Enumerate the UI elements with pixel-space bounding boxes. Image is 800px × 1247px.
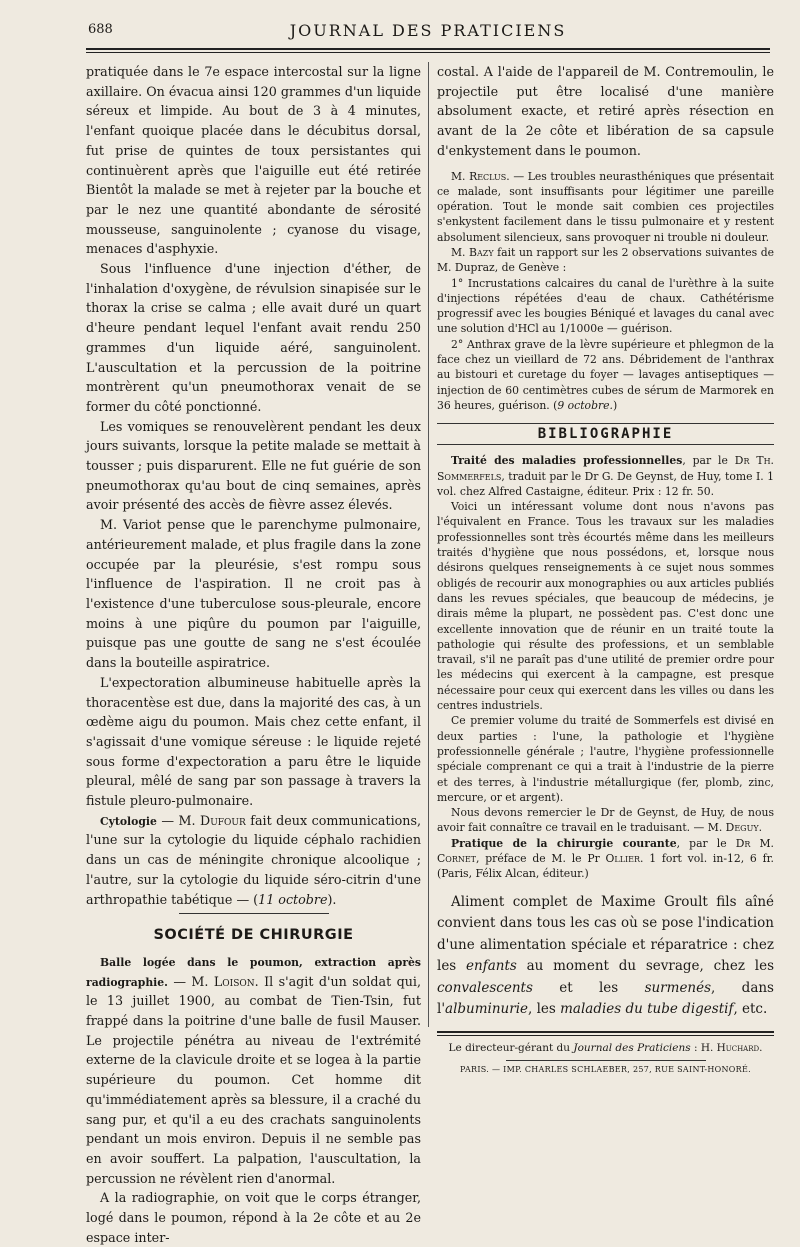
text-fragment: , les [528,1001,561,1018]
header-rule [86,48,770,50]
text-fragment: et les [532,979,645,996]
paragraph: pratiquée dans le 7e espace intercostal sur la ligne axillaire. On évacua ainsi 120 grammes d'un liquide séreux et limpide. Au bout de 3 à 4 minutes, l'enfant quoique placée dans le décubitus dorsal, fut prise de quintes de toux persistantes qui continuèrent après que l'aiguille eut été retirée Bientôt la malade se met à rejeter par la bouche et par le nez une quantité abondante de sérosité mousseuse, sanguinolente ; cyanose du visage, menaces d'asphyxie. [86,64,421,257]
paragraph-text: 2° Anthrax grave de la lèvre supérieure et phlegmon de la face chez un vieillard de 72 ans. Débridement de l'anthrax au bistouri et curetage du foyer — lavages antiseptiques — injection de 60 centimètres cubes de sérum de Marmorek en 36 heures, guérison. ( [437,337,774,412]
reports-block [437,169,774,414]
author-name: Dr M. Cornet [437,836,774,865]
journal-name: Journal des Praticiens [573,1041,691,1054]
text-fragment: albuminurie [445,1001,529,1018]
paragraph: Les vomiques se renouvelèrent pendant les deux jours suivants, lorsque la petite malade se mettait à tousser ; puis disparurent. Elle ne fut guérie de son pneumothorax qu'au bout de cinq semaines, après avoir présenté des accès de fièvre assez élevés. [86,418,421,513]
paragraph-text: Il s'agit d'un soldat qui, le 13 juillet 1900, au combat de Tien-Tsin, fut frappé dans la poitrine d'une balle de fusil Mauser. Le projectile pénétra au niveau de l'extrémité externe de la clavicule droite et se logea à la partie supérieure du poumon. Cet homme dit qu'immédiatement après sa blessure, il a craché du sang pur, et qu'il a eu des crachats sanguinolents pendant un mois environ. Depuis il ne semble pas en avoir souffert. La palpation, l'auscultation, la percussion ne révèlent rien d'anormal. [86,973,422,1186]
text-fragment: Aliment complet de Maxime Groult fils aîné convient dans tous les cas où se pose l'indication d'une alimentation spéciale et réparatrice : chez les [437,893,774,975]
text-fragment: surmenés [644,979,712,996]
text-fragment: , par le [682,454,735,468]
text-fragment: Le directeur-gérant du [448,1041,574,1054]
bibliography-banner [437,423,774,445]
paragraph-text: , traduit par le Dr G. De Geynst, de Huy, tome I. 1 vol. chez Alfred Castaigne, éditeur. Prix : 12 fr. 50. [437,469,774,498]
footer-rule-thin [437,1035,774,1036]
journal-title: JOURNAL DES PRATICIENS [289,21,567,40]
page-number: 688 [88,22,113,37]
author-name: M. Deguy. [707,821,763,835]
date: 11 octobre [258,891,328,907]
paragraph-anthrax [437,337,774,413]
director-line [437,1042,774,1054]
left-column [86,62,421,1247]
bibliography-block [437,453,774,881]
advertisement-text [437,892,774,1021]
paragraph-signoff [437,805,774,836]
book-entry [437,836,774,882]
printer-imprint: PARIS. — IMP. CHARLES SCHLAEBER, 257, RUE SAINT-HONORÉ. [460,1064,751,1074]
director-name: : H. Huchard. [690,1041,763,1054]
column-separator [428,62,429,1027]
text-fragment: maladies du tube digestif [560,1001,734,1018]
paragraph-text: fait deux communications, l'une sur la cytologie du liquide céphalo rachidien dans un cas de méningite chronique alcoolique ; l'autre, sur la cytologie du liquide séro-citrin d'une arthropathie tabétique — ( [86,812,421,907]
advertisement [437,892,774,1021]
entry-heading: Cytologie [100,814,157,828]
paragraph-text: Nous devons remercier le Dr de Geynst, de Huy, de nous avoir fait connaître ce travail en le traduisant. — [437,806,774,835]
banner-rule [437,444,774,445]
text-fragment: enfants [466,958,517,975]
footer-rule [437,1031,774,1033]
date: 9 octobre. [557,398,613,412]
author-name: M. Reclus. [451,169,510,183]
text-fragment: , préface de M. le Pr [476,851,606,865]
author-name: Loison. [213,973,259,989]
paragraph: costal. A l'aide de l'appareil de M. Contremoulin, le projectile put être localisé d'une manière absolument exacte, et retiré après résection en avant de la 2e côte et libération de sa capsule d'enkystement dans le poumon. [437,64,774,158]
paragraph: M. Variot pense que le parenchyme pulmonaire, antérieurement malade, et plus fragile dans la zone occupée par la pleurésie, s'est rompu sous l'influence de l'aspiration. Il ne croit pas à l'existence d'une tuberculose sous-pleurale, encore moins à une piqûre du poumon par l'aiguille, puisque pas une goutte de sang ne s'est écoulée dans la bouteille aspiratrice. [86,517,421,671]
book-title: Traité des maladies professionnelles [451,454,683,468]
author-name: Ollier. [605,851,644,865]
author-name: M. Bazy [451,246,494,259]
paragraph: A la radiographie, on voit que le corps étranger, logé dans le poumon, répond à la 2e côte et au 2e espace inter- [86,1190,421,1245]
text-fragment: , dans l' [437,979,774,1018]
right-column [437,62,774,1074]
paragraph: Ce premier volume du traité de Sommerfels est divisé en deux parties : l'une, la pathologie et l'hygiène professionnelle générale ; l'autre, l'hygiène professionnelle spéciale comprenant ce qui a trait à l'industrie de la pierre et des terres, à l'industrie métallurgique (fer, plomb, zinc, mercure, or et argent). [437,714,774,804]
paragraph: Sous l'influence d'une injection d'éther, de l'inhalation d'oxygène, de révulsion sinapisée sur le thorax la crise se calma ; elle avait duré un quart d'heure pendant lequel l'enfant avait rendu 250 grammes d'un liquide aéré, sanguinolent. L'auscultation et la percussion de la poitrine montrèrent qu'un pneumothorax venait de se former du côté ponctionné. [86,261,421,414]
text-fragment: , etc. [733,1001,768,1018]
paragraph: 1° Incrustations calcaires du canal de l'urèthre à la suite d'injections répétées d'eau de chaux. Cathétérisme progressif avec les bougies Béniqué et lavages du canal avec une solution d'HCl au 1/1000e — guérison. [437,276,774,336]
paragraph-reclus [437,169,774,245]
paragraph: Voici un intéressant volume dont nous n'avons pas l'équivalent en France. Tous les travaux sur les maladies professionnelles sont très écourtés même dans les meilleurs traités d'hygiène que nous possédons, et, lorsque nous désirons quelques renseignements à ce sujet nous sommes obligés de recourir aux monographies ou aux articles publiés dans les revues spéciales, que beaucoup de médecins, je dirais même la plupart, ne possèdent pas. C'est donc une excellente innovation que de réunir en un traité toute la pathologie qui résulte des professions, et un semblable travail, s'il ne paraît pas d'une utilité de premier ordre pour les médecins qui exercent à la campagne, est presque nécessaire pour ceux qui exercent dans les villes ou dans les centres industriels. [437,500,774,713]
paren-close: ) [612,398,618,412]
banner-rule [437,423,774,424]
section-divider [179,913,329,914]
author-name: Dr Th. Sommerfels [437,454,774,483]
paragraph-text: fait un rapport sur les 2 observations suivantes de M. Dupraz, de Genève : [437,246,774,275]
section-title: SOCIÉTÉ DE CHIRURGIE [153,927,354,944]
bibliography-title: BIBLIOGRAPHIE [537,426,674,443]
book-entry [437,453,774,499]
paragraph-text: — Les troubles neurasthéniques que présentait ce malade, sont insuffisants pour légitimer une pareille opération. Tout le monde sait combien ces projectiles s'enkystent facilement dans le tissu pulmonaire et y restent absolument silencieux, sans provoquer ni trouble ni douleur. [437,169,774,244]
book-title: Pratique de la chirurgie courante [451,836,677,850]
paragraph-bazy [437,245,774,276]
text-fragment: convalescents [437,979,533,996]
text-fragment: , par le [676,836,736,850]
footer-divider [506,1060,706,1061]
paragraph-balle: Balle logée dans le poumon, extraction après radiographie. — M. Loison. Il s'agit d'un soldat qui, le 13 juillet 1900, au combat de Tien-Tsin, fut frappé dans la poitrine d'une balle de fusil Mauser. Le projectile pénétra au niveau de l'extrémité externe de la clavicule droite et se logea à la partie supérieure du poumon. Cet homme dit qu'immédiatement après sa blessure, il a craché du sang pur, et qu'il a eu des crachats sanguinolents pendant un mois environ. Depuis il ne semble pas en avoir souffert. La palpation, l'auscultation, la percussion ne révèlent rien d'anormal. [86,955,422,1186]
page-header [88,18,768,44]
header-rule-thin [86,52,770,53]
paragraph: L'expectoration albumineuse habituelle après la thoracentèse est due, dans la majorité des cas, à un œdème aigu du poumon. Mais chez cette enfant, il s'agissait d'une vomique séreuse : le liquide rejeté sous forme d'expectoration a paru être le liquide pleural, mêlé de sang par son passage à travers la fistule pleuro-pulmonaire. [86,674,421,809]
entry-heading: Balle logée dans le poumon, extraction après radiographie. [86,955,421,989]
paragraph-text: 1 fort vol. in-12, 6 fr. (Paris, Félix Alcan, éditeur.) [437,851,774,881]
paragraph-cytologie: Cytologie — M. Dufour fait deux communications, l'une sur la cytologie du liquide céphalo rachidien dans un cas de méningite chronique alcoolique ; l'autre, sur la cytologie du liquide séro-citrin d'une arthropathie tabétique — (11 octobre). [86,812,421,907]
text-fragment: au moment du sevrage, chez les [516,958,774,975]
author-name: M. Dufour [178,812,246,828]
